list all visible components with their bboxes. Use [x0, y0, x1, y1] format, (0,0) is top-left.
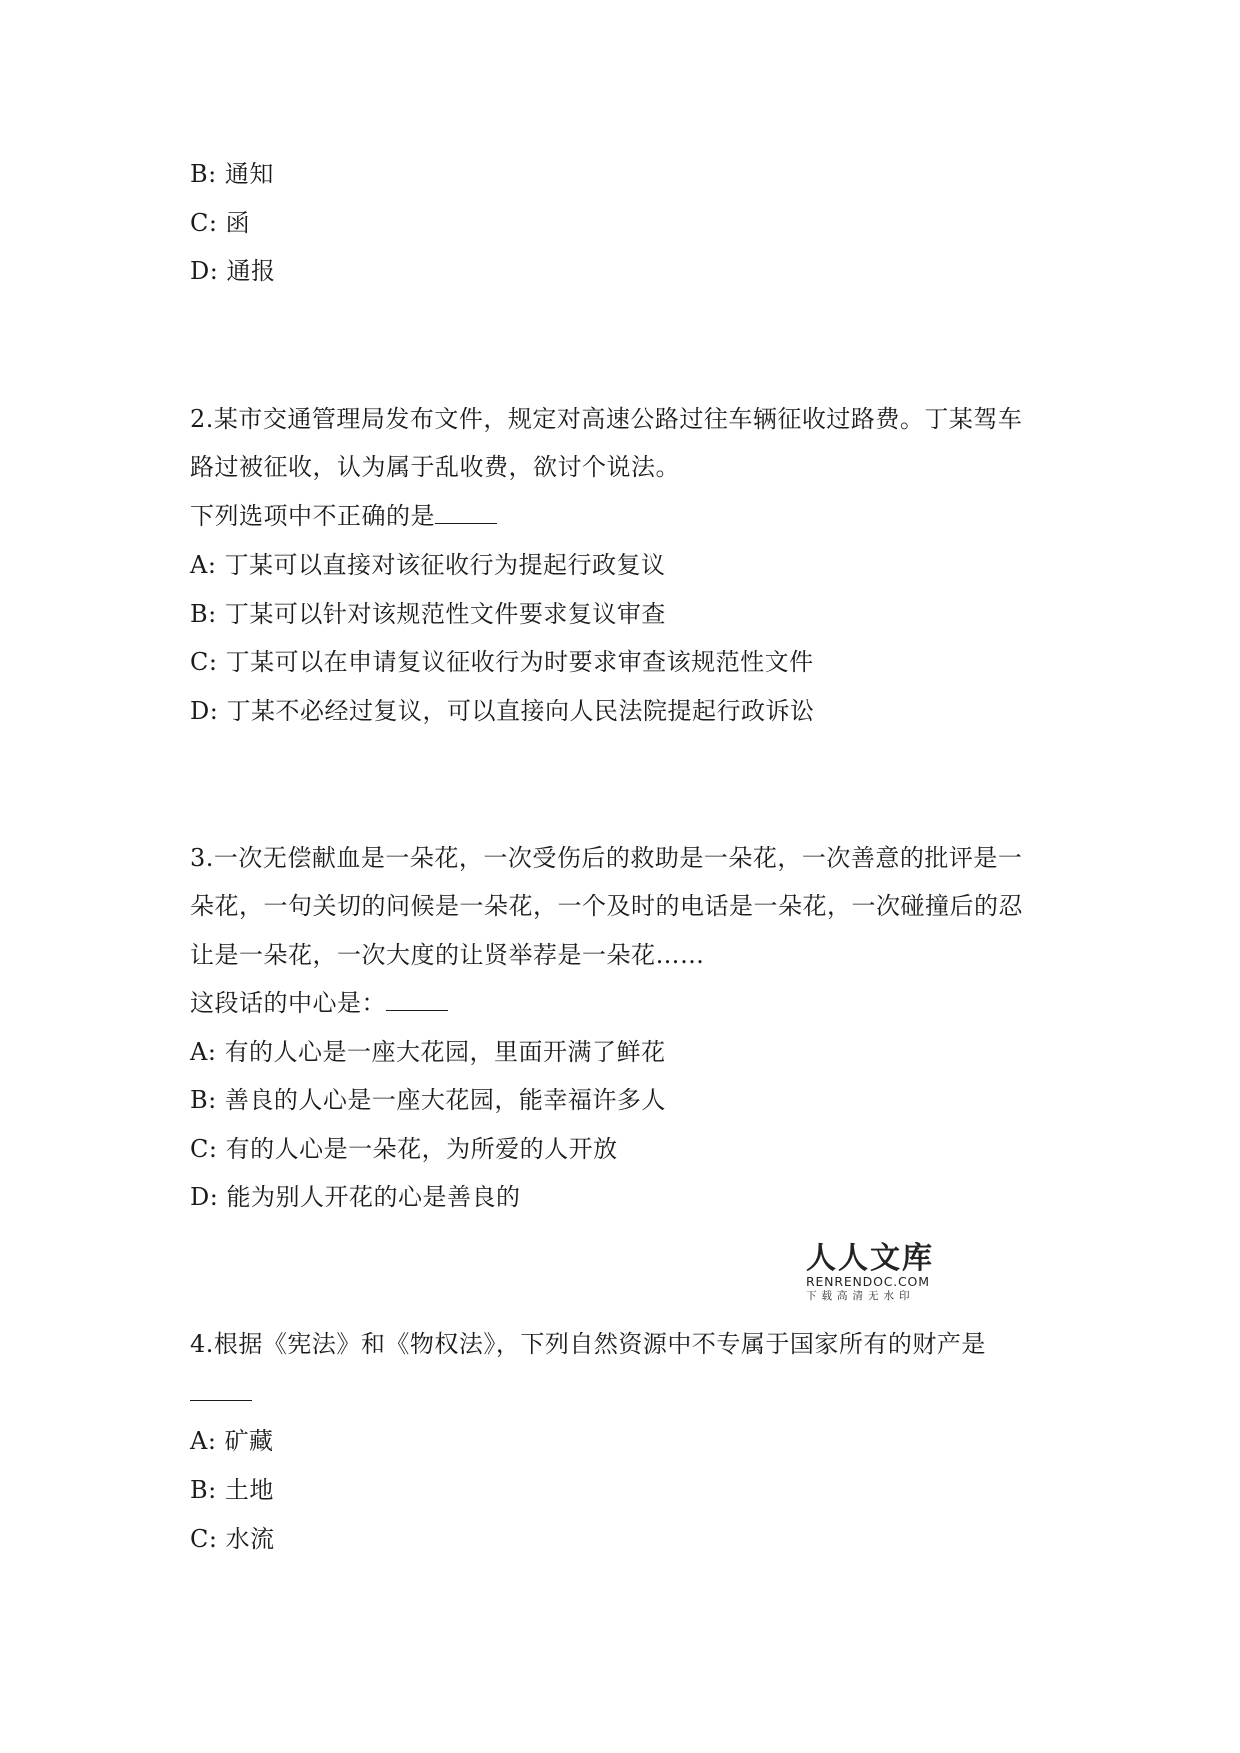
- watermark-slogan: 下载高清无水印: [806, 1290, 915, 1302]
- q3-prompt: 这段话的中心是：: [190, 988, 448, 1018]
- q2-option-b: B: 丁某可以针对该规范性文件要求复议审查: [190, 600, 666, 628]
- q2-option-a: A: 丁某可以直接对该征收行为提起行政复议: [190, 551, 666, 579]
- watermark-title: 人人文库: [806, 1241, 934, 1276]
- answer-blank: [190, 1378, 252, 1401]
- q1-option-d: D: 通报: [190, 257, 276, 285]
- q2-stem-line-2: 路过被征收，认为属于乱收费，欲讨个说法。: [190, 453, 680, 481]
- answer-blank: [435, 501, 497, 524]
- q4-blank-line: [190, 1378, 252, 1408]
- q1-option-b: B: 通知: [190, 160, 274, 188]
- watermark-domain: RENRENDOC.COM: [806, 1274, 930, 1289]
- q3-option-c: C: 有的人心是一朵花，为所爱的人开放: [190, 1135, 618, 1163]
- q3-stem-line-3: 让是一朵花，一次大度的让贤举荐是一朵花……: [190, 941, 705, 969]
- renrendoc-watermark-logo: [806, 1243, 936, 1309]
- q2-option-d: D: 丁某不必经过复议，可以直接向人民法院提起行政诉讼: [190, 697, 815, 725]
- q4-option-a: A: 矿藏: [190, 1427, 274, 1455]
- q2-prompt: 下列选项中不正确的是: [190, 501, 497, 531]
- q2-stem-line-1: 2.某市交通管理局发布文件，规定对高速公路过往车辆征收过路费。丁某驾车: [190, 405, 1023, 433]
- q3-option-a: A: 有的人心是一座大花园，里面开满了鲜花: [190, 1038, 666, 1066]
- q3-option-d: D: 能为别人开花的心是善良的: [190, 1183, 521, 1211]
- q2-option-c: C: 丁某可以在申请复议征收行为时要求审查该规范性文件: [190, 648, 814, 676]
- q3-stem-line-2: 朵花，一句关切的问候是一朵花，一个及时的电话是一朵花，一次碰撞后的忍: [190, 892, 1023, 920]
- q1-option-c: C: 函: [190, 209, 251, 237]
- answer-blank: [386, 988, 448, 1011]
- q3-stem-line-1: 3.一次无偿献血是一朵花，一次受伤后的救助是一朵花，一次善意的批评是一: [190, 844, 1023, 872]
- q4-option-b: B: 土地: [190, 1476, 274, 1504]
- q4-stem-line-1: 4.根据《宪法》和《物权法》，下列自然资源中不专属于国家所有的财产是: [190, 1330, 986, 1358]
- q4-option-c: C: 水流: [190, 1525, 275, 1553]
- q3-option-b: B: 善良的人心是一座大花园，能幸福许多人: [190, 1086, 666, 1114]
